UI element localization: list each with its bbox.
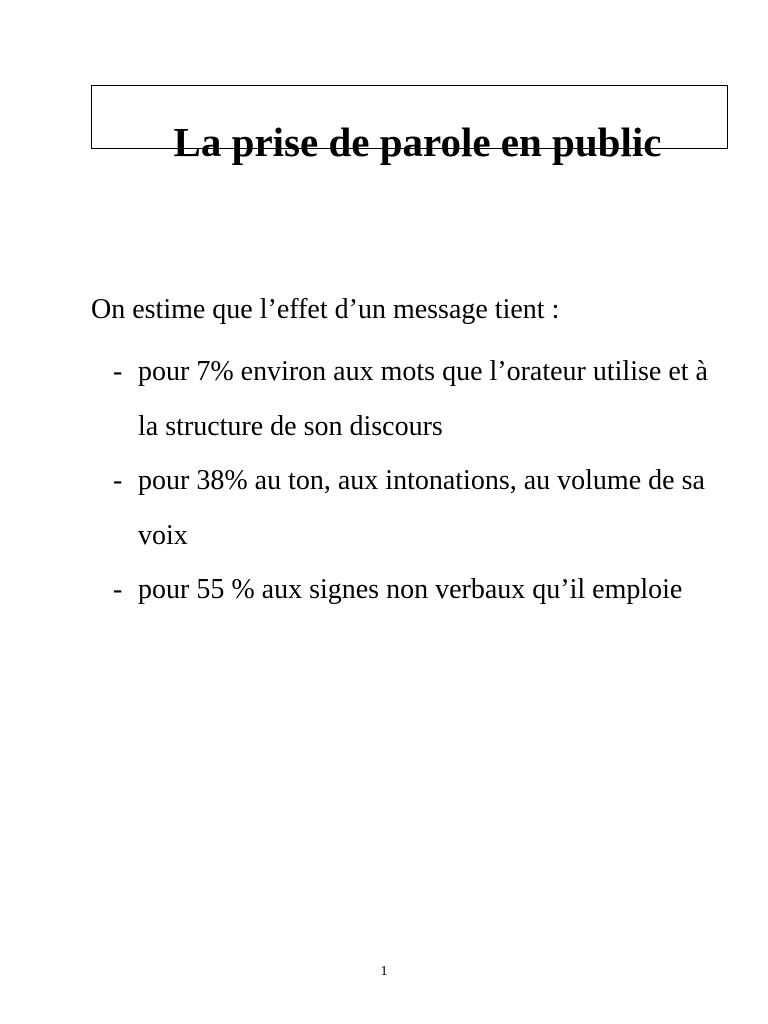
page-number: 1 <box>380 964 388 979</box>
list-item <box>91 563 711 618</box>
list-item <box>91 454 711 563</box>
intro-sentence: On estime que l’effet d’un message tient : <box>91 294 560 325</box>
list-item-text: pour 7% environ aux mots que l’orateur utilise et à la structure de son discours <box>138 356 708 442</box>
list-item <box>91 345 711 454</box>
list-item-text: pour 55 % aux signes non verbaux qu’il emploie <box>138 574 683 606</box>
dash-marker: - <box>113 356 123 387</box>
dash-marker: - <box>113 574 123 606</box>
dash-marker: - <box>113 465 123 497</box>
list-item-text: pour 38% au ton, aux intonations, au volume de sa voix <box>138 465 705 551</box>
page-title: La prise de parole en public <box>173 119 662 165</box>
bullet-list <box>91 345 711 618</box>
